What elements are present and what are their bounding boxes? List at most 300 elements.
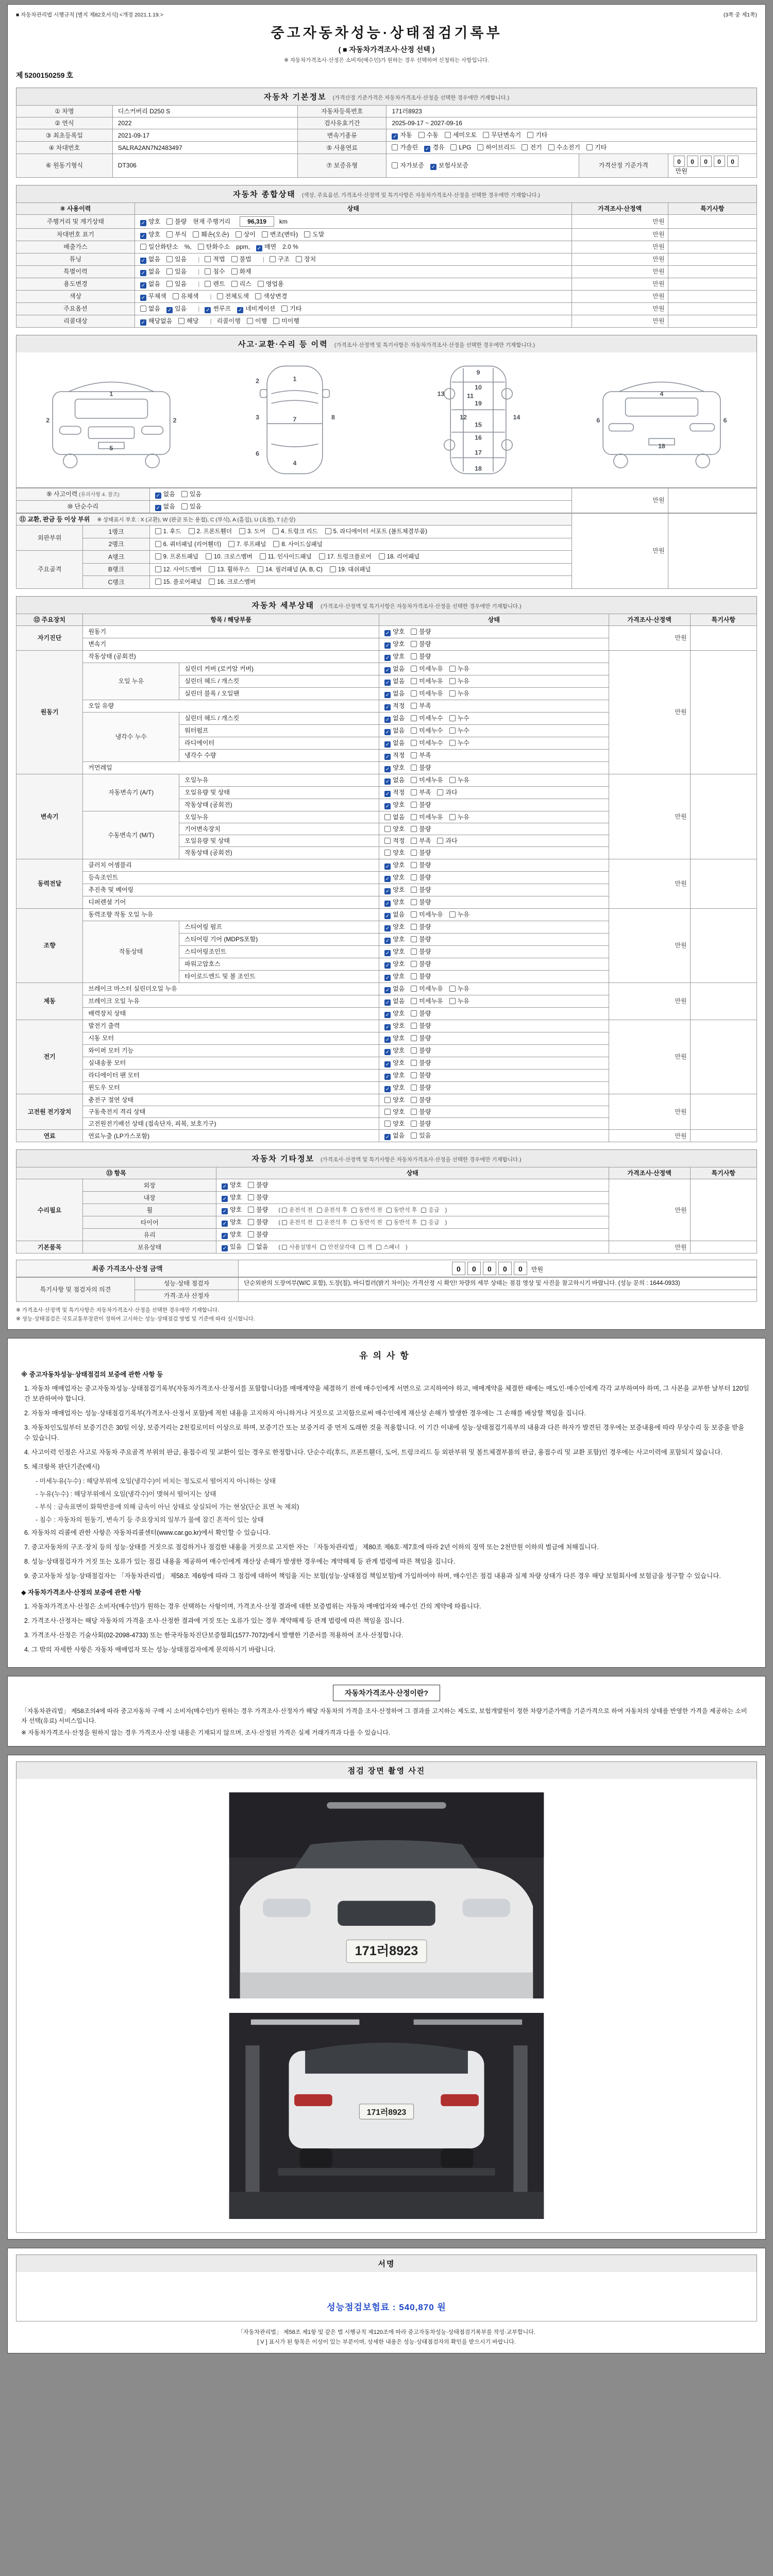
inline-text: 2.0 % — [282, 243, 298, 250]
panel-part-option[interactable] — [330, 566, 371, 574]
checkbox-option[interactable] — [248, 1230, 268, 1239]
checkbox-option[interactable] — [359, 1244, 372, 1251]
checkbox-option[interactable] — [140, 267, 160, 276]
status-cell — [379, 835, 609, 847]
checkbox-option[interactable] — [384, 960, 405, 969]
checkbox-option[interactable] — [205, 304, 231, 313]
car-diagram-underbody-view — [389, 359, 567, 481]
checkbox-option[interactable] — [178, 317, 198, 325]
checkbox-group — [247, 317, 306, 325]
checkbox-option[interactable] — [384, 628, 405, 636]
checkbox-option[interactable] — [411, 898, 431, 906]
panel-part-option[interactable] — [155, 528, 181, 536]
item-label: 라디에이터 팬 모터 — [83, 1069, 379, 1081]
checkbox-label: 변조(변타) — [270, 230, 298, 238]
status-cell — [379, 823, 609, 835]
checkbox-label: 부족 — [419, 788, 431, 796]
checkbox-option[interactable] — [386, 1207, 417, 1214]
checkbox-option[interactable] — [411, 764, 431, 772]
panel-part-option[interactable] — [239, 528, 265, 536]
panel-part-option[interactable] — [209, 579, 256, 587]
checkbox-option[interactable] — [411, 1131, 431, 1140]
checkbox-option[interactable] — [273, 317, 299, 325]
checkbox-option[interactable] — [384, 652, 405, 661]
checkbox-option[interactable] — [217, 292, 249, 300]
checkbox-option[interactable] — [384, 972, 405, 981]
checkbox-option[interactable] — [421, 1219, 439, 1227]
checkbox-label: 기타 — [290, 304, 302, 312]
checkbox-option[interactable] — [384, 751, 405, 760]
panel-part-label: 19. 대쉬패널 — [338, 566, 371, 573]
checkbox-label: 있음 — [175, 280, 187, 287]
checkbox-option[interactable] — [483, 131, 521, 139]
etc-item-label: 외장 — [83, 1179, 216, 1192]
checkbox-option[interactable] — [411, 665, 443, 673]
checkbox-option[interactable] — [173, 292, 199, 300]
checkbox-option[interactable] — [411, 923, 431, 931]
checkbox-label: LPG — [459, 144, 472, 151]
checkbox-option[interactable] — [384, 665, 405, 673]
odometer-unit: km — [279, 217, 288, 225]
checkbox-option[interactable] — [411, 825, 431, 833]
checkbox-option[interactable] — [384, 726, 405, 735]
checkbox-option[interactable] — [384, 1108, 405, 1116]
section-etc-header — [16, 1149, 757, 1167]
checkbox-option[interactable] — [384, 764, 405, 772]
col-status: 상태 — [135, 202, 572, 214]
checkbox-option[interactable] — [262, 230, 298, 239]
comments-label: 특기사항 및 점검자의 의견 — [16, 1278, 135, 1301]
checkbox-option[interactable] — [449, 997, 469, 1005]
checkbox-option[interactable] — [384, 1083, 405, 1092]
checkbox-label: 수동 — [426, 131, 439, 139]
checkbox-unchecked-icon — [411, 874, 417, 880]
checkbox-option[interactable] — [384, 873, 405, 882]
diagram-part-number: 19 — [475, 399, 482, 407]
basic-info-row — [16, 106, 757, 117]
checkbox-option[interactable] — [411, 972, 431, 980]
checkbox-option[interactable] — [384, 947, 405, 956]
remark-cell — [690, 1179, 757, 1241]
checkbox-option[interactable] — [430, 161, 468, 170]
checkbox-option[interactable] — [222, 1218, 242, 1227]
checkbox-option[interactable] — [155, 490, 175, 499]
checkbox-option[interactable] — [236, 230, 256, 239]
checkbox-label: 경유 — [432, 144, 445, 151]
remark-cell — [668, 253, 757, 265]
checkbox-checked-icon: ✓ — [206, 307, 210, 313]
checkbox-option[interactable] — [548, 143, 580, 151]
detail-condition-table — [16, 614, 757, 1143]
col-price: 가격조사·산정액 — [572, 202, 668, 214]
checkbox-option[interactable] — [411, 739, 443, 747]
subsystem-label: 작동상태 — [83, 921, 179, 982]
checkbox-label: 양호 — [148, 230, 161, 238]
checkbox-option[interactable] — [321, 1244, 355, 1251]
checkbox-option[interactable] — [205, 267, 225, 276]
panel-part-option[interactable] — [273, 528, 318, 536]
separator: | — [198, 304, 200, 312]
checkbox-option[interactable] — [411, 935, 431, 943]
panel-part-option[interactable] — [325, 528, 427, 536]
checkbox-option[interactable] — [386, 1219, 417, 1227]
checkbox-unchecked-icon — [411, 973, 417, 979]
checkbox-option[interactable] — [384, 837, 405, 845]
checkbox-option[interactable] — [222, 1243, 242, 1251]
checkbox-option[interactable] — [198, 243, 230, 251]
checkbox-label: 부식 — [175, 230, 187, 238]
checkbox-option[interactable] — [449, 910, 469, 919]
checkbox-option[interactable] — [411, 1071, 431, 1079]
checkbox-option[interactable] — [166, 255, 187, 263]
checkbox-option[interactable] — [411, 726, 443, 735]
checkbox-option[interactable] — [411, 960, 431, 968]
checkbox-option[interactable] — [140, 280, 160, 289]
item-label: 타이로드엔드 및 볼 조인트 — [179, 970, 379, 982]
col-status: 상태 — [216, 1167, 609, 1179]
checkbox-option[interactable] — [384, 886, 405, 894]
sub-checkbox-group: ( 사용설명서 안전삼각대 잭 스패너 ) — [278, 1244, 408, 1251]
panel-part-option[interactable] — [260, 553, 312, 562]
checkbox-option[interactable] — [181, 490, 201, 498]
checkbox-option[interactable] — [166, 304, 187, 313]
checkbox-option[interactable] — [411, 1022, 431, 1030]
checkbox-option[interactable] — [384, 801, 405, 809]
checkbox-label: 불량 — [419, 923, 431, 930]
checkbox-option[interactable] — [384, 788, 405, 797]
panel-part-option[interactable] — [319, 553, 372, 562]
checkbox-option[interactable] — [384, 1059, 405, 1067]
panel-part-label: 5. 라디에이터 서포트 (볼트체결부품) — [333, 529, 427, 535]
checkbox-option[interactable] — [317, 1219, 348, 1227]
checkbox-option[interactable] — [522, 143, 542, 151]
checkbox-unchecked-icon — [384, 838, 391, 844]
checkbox-option[interactable] — [384, 923, 405, 931]
checkbox-label: 불량 — [256, 1181, 268, 1189]
field-label: 검사유효기간 — [298, 117, 386, 129]
checkbox-option[interactable] — [384, 935, 405, 944]
checkbox-option[interactable] — [384, 898, 405, 907]
checkbox-label: 불법 — [239, 255, 251, 263]
checkbox-unchecked-icon — [411, 924, 417, 930]
checkbox-option[interactable] — [231, 267, 251, 276]
checkbox-label: 운전석 전 — [289, 1219, 313, 1226]
panels-label — [16, 513, 572, 525]
checkbox-label: 렌트 — [213, 280, 225, 287]
checkbox-unchecked-icon — [351, 1208, 357, 1213]
checkbox-option[interactable] — [384, 1071, 405, 1080]
checkbox-label: 누유 — [457, 985, 469, 992]
checkbox-option[interactable] — [384, 1022, 405, 1030]
checkbox-option[interactable] — [411, 1108, 431, 1116]
checkbox-option[interactable] — [205, 280, 225, 288]
status-cell — [379, 1032, 609, 1044]
checkbox-option[interactable] — [384, 640, 405, 649]
checkbox-option[interactable] — [411, 1059, 431, 1067]
checkbox-option[interactable] — [411, 714, 443, 722]
checkbox-option[interactable] — [282, 1219, 313, 1227]
checkbox-option[interactable] — [445, 131, 477, 139]
checkbox-group — [384, 653, 437, 660]
checkbox-option[interactable] — [193, 230, 229, 239]
checkbox-option[interactable] — [256, 243, 276, 251]
checkbox-option[interactable] — [351, 1219, 382, 1227]
checkbox-label: 양호 — [393, 898, 405, 906]
checkbox-option[interactable] — [166, 230, 187, 239]
checkbox-option[interactable] — [449, 689, 469, 698]
price-digit: 0 — [727, 156, 738, 167]
checkbox-option[interactable] — [449, 714, 469, 722]
panel-part-option[interactable] — [155, 553, 198, 562]
final-price-digit: 0 — [467, 1262, 481, 1275]
checkbox-option[interactable] — [222, 1181, 242, 1190]
checkbox-option[interactable] — [384, 825, 405, 833]
checkbox-option[interactable] — [411, 801, 431, 809]
field-label: ② 연식 — [16, 117, 113, 129]
status-cell — [135, 241, 572, 253]
checkbox-option[interactable] — [140, 292, 166, 301]
checkbox-option[interactable] — [384, 1034, 405, 1043]
diagram-part-number: 9 — [476, 368, 480, 376]
checkbox-option[interactable] — [248, 1206, 268, 1214]
checkbox-option[interactable] — [384, 910, 405, 919]
checkbox-unchecked-icon — [282, 1245, 287, 1250]
checkbox-option[interactable] — [140, 317, 172, 326]
checkbox-option[interactable] — [384, 985, 405, 993]
checkbox-option[interactable] — [411, 813, 443, 821]
panel-part-option[interactable] — [155, 579, 202, 587]
detail-row — [16, 650, 757, 663]
checkbox-option[interactable] — [384, 813, 405, 821]
checkbox-unchecked-icon — [166, 256, 173, 262]
checkbox-unchecked-icon — [248, 1219, 254, 1225]
checkbox-option[interactable] — [586, 143, 607, 151]
checkbox-option[interactable] — [384, 714, 405, 723]
checkbox-option[interactable] — [384, 776, 405, 785]
checkbox-option[interactable] — [411, 1096, 431, 1104]
checkbox-option[interactable] — [231, 280, 251, 288]
checkbox-option[interactable] — [437, 837, 457, 845]
checkbox-option[interactable] — [477, 143, 515, 151]
checkbox-option[interactable] — [411, 677, 443, 685]
checkbox-option[interactable] — [384, 849, 405, 857]
checkbox-group — [392, 162, 474, 169]
checkbox-option[interactable] — [384, 689, 405, 698]
checkbox-option[interactable] — [270, 255, 290, 263]
remark-cell — [668, 228, 757, 241]
panel-part-option[interactable] — [206, 553, 253, 562]
checkbox-option[interactable] — [411, 1046, 431, 1055]
panel-part-option[interactable] — [155, 541, 222, 549]
checkbox-label: 리스 — [239, 280, 251, 287]
checkbox-option[interactable] — [411, 886, 431, 894]
checkbox-option[interactable] — [231, 255, 251, 263]
checkbox-option[interactable] — [411, 849, 431, 857]
checkbox-option[interactable] — [384, 677, 405, 686]
form-reference: ■ 자동차관리법 시행규칙 [별지 제82호서식] <개정 2021.1.19.> — [16, 12, 163, 18]
checkbox-option[interactable] — [449, 985, 469, 993]
checkbox-option[interactable] — [411, 997, 443, 1005]
checkbox-label: 양호 — [393, 1108, 405, 1115]
checkbox-option[interactable] — [411, 652, 431, 660]
checkbox-group — [282, 1207, 444, 1213]
section-detail-title: 자동차 세부상태 — [251, 601, 314, 610]
checkbox-option[interactable] — [258, 280, 284, 288]
checkbox-group — [384, 825, 437, 833]
checkbox-option[interactable] — [411, 1083, 431, 1092]
checkbox-option[interactable] — [424, 143, 444, 152]
price-cell: 만원 — [572, 302, 668, 315]
detail-row — [16, 982, 757, 995]
panel-part-option[interactable] — [273, 541, 322, 549]
checkbox-option[interactable] — [449, 665, 469, 673]
checkbox-option[interactable] — [166, 267, 187, 276]
checkbox-group — [140, 317, 205, 325]
checkbox-label: 양호 — [393, 886, 405, 893]
checkbox-option[interactable] — [281, 304, 301, 313]
checkbox-option[interactable] — [411, 1120, 431, 1128]
checkbox-label: 무단변속기 — [491, 131, 522, 139]
checkbox-option[interactable] — [282, 1207, 313, 1214]
checkbox-option[interactable] — [411, 702, 431, 710]
checkbox-option[interactable] — [222, 1230, 242, 1239]
checkbox-option[interactable] — [411, 776, 443, 784]
diagram-part-number: 2 — [46, 417, 50, 425]
checkbox-unchecked-icon — [189, 528, 195, 534]
checkbox-option[interactable] — [248, 1243, 268, 1251]
price-cell: 만원 — [572, 513, 668, 588]
checkbox-option[interactable] — [449, 813, 469, 821]
checkbox-option[interactable] — [411, 947, 431, 956]
panel-part-option[interactable] — [209, 566, 250, 574]
checkbox-option[interactable] — [384, 702, 405, 710]
checkbox-option[interactable] — [140, 304, 160, 313]
checkbox-option[interactable] — [181, 502, 201, 511]
checkbox-option[interactable] — [384, 739, 405, 748]
checkbox-option[interactable] — [317, 1207, 348, 1214]
checkbox-label: 양호 — [393, 764, 405, 771]
checkbox-option[interactable] — [248, 1218, 268, 1226]
checkbox-group — [384, 1132, 437, 1139]
checkbox-option[interactable] — [411, 1034, 431, 1042]
inspection-photo-rear-lift — [227, 2013, 546, 2219]
document-subtitle-note: ※ 자동차가격조사·산정은 소비자(매수인)가 원하는 경우 선택하여 신청하는 사항입니다. — [284, 57, 489, 63]
item-label: 스티어링조인트 — [179, 945, 379, 958]
checkbox-option[interactable] — [222, 1193, 242, 1202]
checkbox-label: 불량 — [419, 640, 431, 648]
checkbox-option[interactable] — [384, 1120, 405, 1128]
remark-cell — [690, 1130, 757, 1142]
panel-part-option[interactable] — [379, 553, 420, 562]
notice-item: 5. 체크항목 판단기준(예시) — [24, 1463, 100, 1470]
checkbox-label: 운전석 전 — [289, 1207, 313, 1214]
panel-part-option[interactable] — [189, 528, 232, 536]
checkbox-option[interactable] — [140, 255, 160, 264]
checkbox-option[interactable] — [296, 255, 316, 263]
checkbox-option[interactable] — [411, 751, 431, 759]
checkbox-option[interactable] — [248, 1193, 268, 1201]
checkbox-option[interactable] — [449, 677, 469, 685]
notice-item: 7. 중고자동차의 구조·장치 등의 성능·상태를 거짓으로 점검하거나 점검한 내용을 거짓으로 고지한 자는 「자동차관리법」 제80조 제6호·제7호에 따라 2년 이하의 징역 또는 2천만원 이하의 벌금에 처해집니다. — [24, 1543, 599, 1551]
checkbox-unchecked-icon — [140, 306, 146, 312]
checkbox-option[interactable] — [411, 837, 431, 845]
checkbox-option[interactable] — [166, 217, 187, 226]
status-cell — [379, 737, 609, 749]
checkbox-option[interactable] — [384, 1131, 405, 1140]
price-inquiry-sheet — [7, 1676, 766, 1747]
checkbox-option[interactable] — [140, 230, 160, 239]
checkbox-option[interactable] — [384, 1046, 405, 1055]
checkbox-option[interactable] — [247, 317, 267, 325]
checkbox-option[interactable] — [205, 255, 225, 263]
checkbox-option[interactable] — [282, 1244, 316, 1251]
checkbox-option[interactable] — [376, 1244, 400, 1251]
checkbox-option[interactable] — [411, 788, 431, 796]
checkbox-option[interactable] — [411, 985, 443, 993]
checkbox-option[interactable] — [418, 131, 439, 139]
panel-part-option[interactable] — [155, 566, 202, 574]
checkbox-unchecked-icon — [231, 281, 238, 287]
checkbox-unchecked-icon — [411, 653, 417, 659]
checkbox-group — [205, 305, 308, 312]
checkbox-option[interactable] — [222, 1206, 242, 1214]
checkbox-option[interactable] — [140, 217, 160, 226]
checkbox-option[interactable] — [437, 788, 457, 796]
checkbox-option[interactable] — [449, 739, 469, 747]
checkbox-label: 세미오토 — [452, 131, 477, 139]
checkbox-option[interactable] — [392, 161, 424, 170]
checkbox-option[interactable] — [411, 873, 431, 882]
checkbox-label: 전체도색 — [225, 292, 249, 300]
checkbox-option[interactable] — [304, 230, 324, 239]
checkbox-option[interactable] — [411, 910, 443, 919]
checkbox-option[interactable] — [449, 776, 469, 784]
checkbox-option[interactable] — [237, 304, 275, 313]
item-label: 브레이크 오일 누유 — [83, 995, 379, 1007]
panel-part-option[interactable] — [257, 566, 323, 574]
report-number-value: 5200150259 — [24, 71, 65, 79]
checkbox-option[interactable] — [411, 1009, 431, 1018]
checkbox-option[interactable] — [411, 628, 431, 636]
usage-history-label: 색상 — [16, 290, 135, 302]
checkbox-option[interactable] — [450, 143, 471, 151]
checkbox-option[interactable] — [384, 861, 405, 870]
checkbox-label: 양호 — [229, 1194, 242, 1201]
checkbox-option[interactable] — [421, 1207, 439, 1214]
checkbox-group — [205, 268, 257, 275]
checkbox-option[interactable] — [411, 640, 431, 648]
checkbox-option[interactable] — [351, 1207, 382, 1214]
checkbox-option[interactable] — [384, 1096, 405, 1104]
checkbox-checked-icon: ✓ — [222, 1233, 227, 1240]
checkbox-label: 불량 — [419, 1071, 431, 1079]
checkbox-option[interactable] — [527, 131, 547, 139]
checkbox-option[interactable] — [384, 1009, 405, 1018]
checkbox-option[interactable] — [384, 997, 405, 1006]
checkbox-option[interactable] — [140, 243, 178, 251]
checkbox-option[interactable] — [155, 502, 175, 511]
checkbox-option[interactable] — [449, 726, 469, 735]
checkbox-option[interactable] — [392, 143, 418, 151]
checkbox-option[interactable] — [255, 292, 287, 300]
checkbox-option[interactable] — [411, 689, 443, 698]
checkbox-option[interactable] — [411, 861, 431, 869]
panel-part-option[interactable] — [228, 541, 266, 549]
checkbox-label: 누유 — [457, 910, 469, 918]
checkbox-option[interactable] — [392, 131, 412, 140]
checkbox-option[interactable] — [248, 1181, 268, 1189]
checkbox-option[interactable] — [166, 280, 187, 288]
